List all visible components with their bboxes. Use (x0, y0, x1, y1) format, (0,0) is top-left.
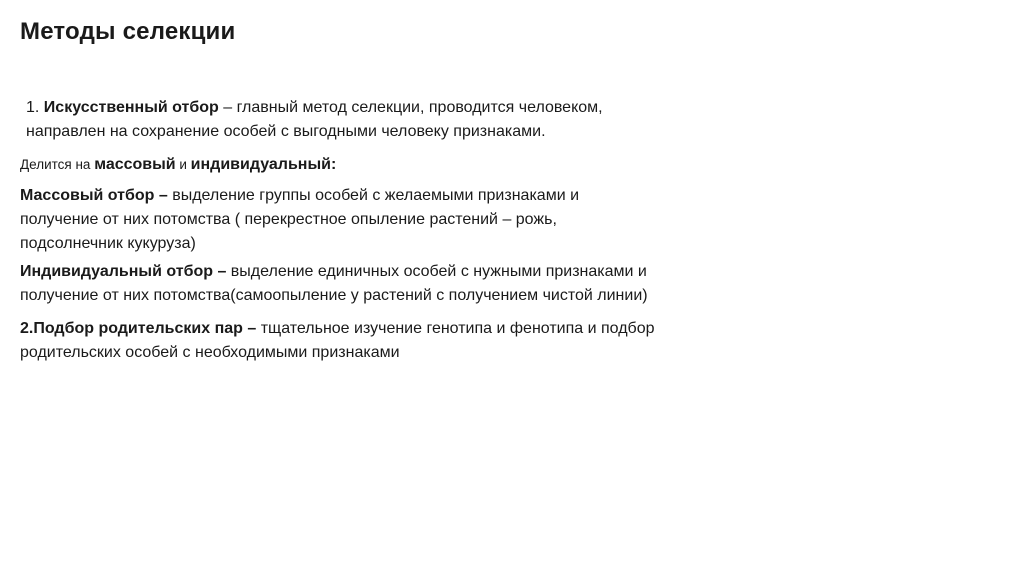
paragraph-mass-selection (20, 184, 740, 256)
slide-title: Методы селекции (20, 18, 236, 45)
paragraph-artificial-selection (20, 96, 740, 144)
p5-term: 2.Подбор родительских пар – (20, 320, 257, 337)
paragraph-individual-selection (20, 260, 740, 308)
p2-mid: и (175, 157, 191, 172)
paragraph-division (20, 153, 740, 177)
p4-line1: выделение единичных особей с нужными признаками и (226, 263, 647, 280)
p5-line2: родительских особей с необходимыми признаками (20, 344, 400, 361)
p4-term: Индивидуальный отбор – (20, 263, 227, 280)
p3-line2: получение от них потомства ( перекрестное опыление растений – рожь, (20, 211, 557, 228)
p3-term: Массовый отбор – (20, 187, 168, 204)
p1-line1: – главный метод селекции, проводится человеком, (218, 99, 603, 116)
paragraph-parent-selection (20, 317, 740, 365)
p2-term-individual: индивидуальный: (190, 156, 337, 173)
p1-number: 1. (26, 99, 44, 116)
slide-body (20, 96, 740, 365)
p1-line2: направлен на сохранение особей с выгодными человеку признаками. (26, 123, 546, 140)
p2-pre: Делится на (20, 157, 95, 172)
p5-line1: тщательное изучение генотипа и фенотипа и подбор (256, 320, 655, 337)
p1-term: Искусственный отбор (43, 99, 219, 116)
p3-line3: подсолнечник кукуруза) (20, 235, 196, 252)
p2-term-mass: массовый (94, 156, 176, 173)
p3-line1: выделение группы особей с желаемыми признаками и (167, 187, 580, 204)
p4-line2: получение от них потомства(самоопыление у растений с получением чистой линии) (20, 287, 648, 304)
